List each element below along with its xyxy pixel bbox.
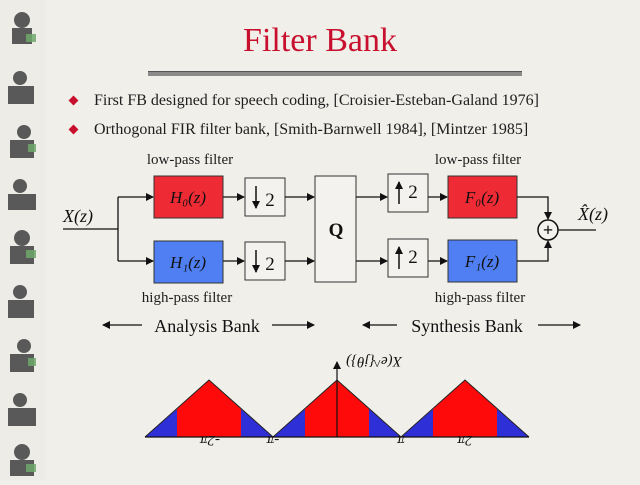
h1-label: H₁(z) bbox=[169, 253, 207, 272]
adder-symbol: + bbox=[542, 220, 554, 240]
analysis-bank-label: Analysis Bank bbox=[154, 316, 260, 336]
h0-label: H₀(z) bbox=[169, 188, 207, 207]
downsample-factor: 2 bbox=[265, 190, 275, 211]
spectrum-lowpass-band bbox=[177, 380, 241, 437]
synthesis-lowpass-label: low-pass filter bbox=[434, 152, 522, 168]
arrow-f0-to-adder bbox=[517, 197, 548, 219]
bullet-text: Orthogonal FIR filter bank, [Smith-Barnwell 1984], [Mintzer 1985] bbox=[94, 121, 529, 138]
tick-label: π bbox=[397, 432, 405, 448]
tick-label: -2π bbox=[199, 432, 221, 448]
bullet-text: First FB designed for speech coding, [Croisier-Esteban-Galand 1976] bbox=[94, 92, 539, 109]
upsample-factor: 2 bbox=[408, 247, 418, 268]
upsample-factor: 2 bbox=[408, 182, 418, 203]
f1-label: F₁(z) bbox=[464, 252, 500, 271]
f0-label: F₀(z) bbox=[464, 188, 500, 207]
analysis-highpass-label: high-pass filter bbox=[141, 290, 233, 306]
input-signal-label: X(z) bbox=[63, 206, 93, 226]
tick-label: 2π bbox=[457, 432, 473, 448]
synthesis-bank-label: Synthesis Bank bbox=[411, 316, 523, 336]
analysis-lowpass-label: low-pass filter bbox=[146, 152, 234, 168]
tick-label: -π bbox=[266, 432, 280, 448]
arrow-f1-to-adder bbox=[517, 241, 548, 261]
spectrum-plot bbox=[145, 353, 529, 448]
downsample-factor: 2 bbox=[265, 254, 275, 275]
quantizer-label: Q bbox=[328, 220, 344, 241]
spectrum-lowpass-band bbox=[433, 380, 497, 437]
output-signal-label: X̂(z) bbox=[578, 204, 608, 224]
slide-title: Filter Bank bbox=[243, 22, 397, 59]
spectrum-axis-label: X(e^{jθ}) bbox=[346, 353, 402, 369]
synthesis-highpass-label: high-pass filter bbox=[434, 290, 526, 306]
